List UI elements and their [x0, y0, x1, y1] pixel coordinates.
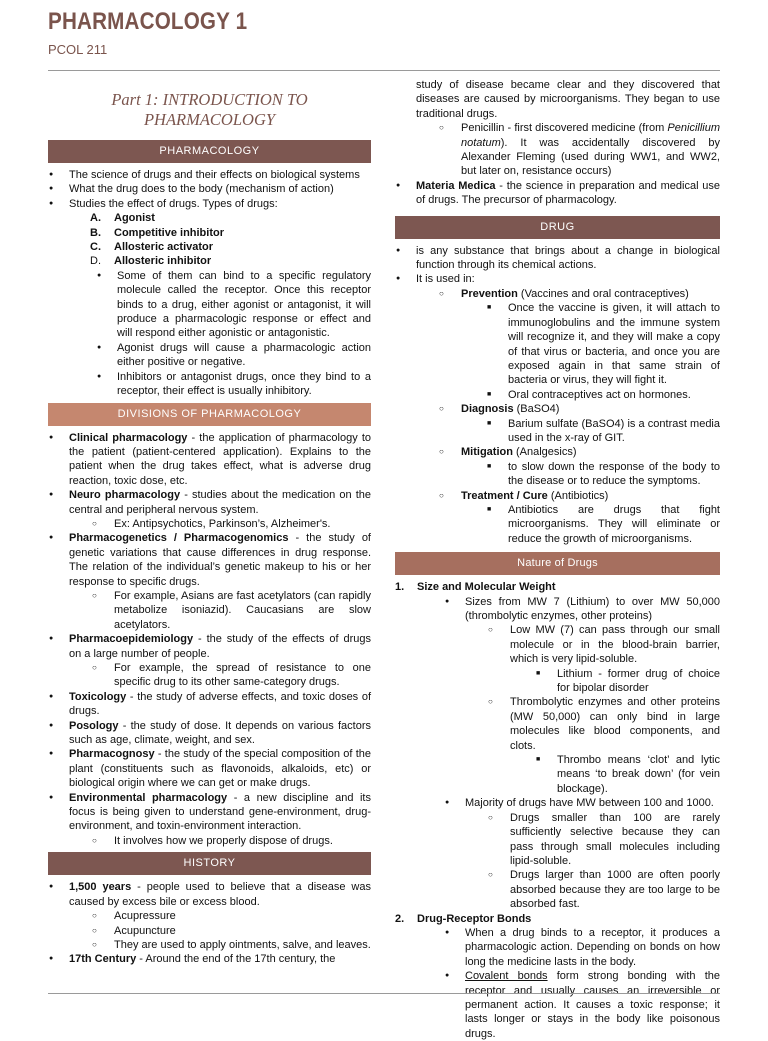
footer-divider: [48, 993, 720, 994]
drug-list: [395, 244, 720, 547]
list-item: ○ Thrombolytic enzymes and other proteins (MW 50,000) can only bind in large molecules like blood components, and clots. ■ Thrombo means ‘clot’ and lytic means ‘to break down’ (for vein blockage).: [486, 695, 720, 796]
divisions-list: [48, 431, 371, 849]
list-item: ■ Barium sulfate (BaSO4) is a contrast media used in the x-ray of GIT.: [485, 417, 720, 446]
list-item: ○ For example, the spread of resistance to one specific drug to its other same-category drugs.: [90, 661, 371, 690]
header-divider: [48, 70, 720, 71]
list-item: ■ Oral contraceptives act on hormones.: [485, 388, 720, 402]
types-notes-list: [69, 269, 371, 399]
list-item: ■ Antibiotics are drugs that fight microorganisms. They will eliminate or reduce the growth of microorganisms.: [485, 503, 720, 546]
list-item: 1. Size and Molecular Weight ● Sizes from MW 7 (Lithium) to over MW 50,000 (thrombolytic enzymes, other proteins) ○ Low MW (7) can pass through our small molecule or in the blood-brain barrier, which is very lipid-soluble. ■ Lithium - former drug of choice for bipolar disorder ○ Thrombolytic enzymes and other proteins (MW 50,000) can only bind in large molecules like blood components, and clots. ■ Thrombo means ‘clot’ and lytic means ‘to break down’ (for vein blockage). ● Majority of drugs have MW between 100 and 1000. ○ Drugs smaller than 100 are rarely sufficiently selective because they can pass through small molecules including lipid-soluble. ○ Drugs larger than 1000 are often poorly absorbed because they are too large to be absorbed fast.: [395, 580, 720, 911]
list-item: ● Pharmacogenetics / Pharmacogenomics - the study of genetic variations that cause differences in drug response. The relation of the individual’s genetic makeup to his or her response to specific drugs. ○ For example, Asians are fast acetylators (can rapidly metabolize isoniazid). Caucasians are slow acetylators.: [48, 531, 371, 632]
list-item: ■ to slow down the response of the body to the disease or to reduce the symptoms.: [485, 460, 720, 489]
list-item: ● Neuro pharmacology - studies about the medication on the central and peripheral nervous system. ○ Ex: Antipsychotics, Parkinson’s, Alzheimer's.: [48, 488, 371, 531]
list-item: ● What the drug does to the body (mechanism of action): [48, 182, 371, 196]
list-item: ○ Ex: Antipsychotics, Parkinson’s, Alzheimer's.: [90, 517, 371, 531]
history-list: [48, 880, 371, 966]
part-title-line2: PHARMACOLOGY: [143, 110, 276, 129]
list-item: 2. Drug-Receptor Bonds ● When a drug binds to a receptor, it produces a pharmacologic action. Depending on bonds on how long the medicine lasts in the body. ● Covalent bonds form strong bonding with the receptor and usually causes an irreversible or permanent action. It causes a toxic response; it lasts longer or stays in the body like poisonous drugs.: [395, 912, 720, 1041]
list-item: ○ They are used to apply ointments, salve, and leaves.: [90, 938, 371, 952]
document-title: PHARMACOLOGY 1: [48, 8, 248, 35]
list-item: ● Clinical pharmacology - the application of pharmacology to the patient (patient-centered application). Explains to the patient when the drug takes effect, what is adverse drug reaction, toxic dose, etc.: [48, 431, 371, 489]
left-column: [48, 90, 371, 967]
list-item: ■ Thrombo means ‘clot’ and lytic means ‘to break down’ (for vein blockage).: [534, 753, 720, 796]
list-item: ○ Acupuncture: [90, 924, 371, 938]
list-item: ● Covalent bonds form strong bonding with the receptor and usually causes an irreversible or permanent action. It causes a toxic response; it lasts longer or stays in the body like poisonous drugs.: [441, 969, 720, 1041]
list-item: ● Pharmacoepidemiology - the study of the effects of drugs on a large number of people. ○ For example, the spread of resistance to one specific drug to its other same-category drugs.: [48, 632, 371, 690]
list-item: ● Environmental pharmacology - a new discipline and its focus is being given to understand gene-environment, drug-environment, and toxin-environment interaction. ○ It involves how we properly dispose of drugs.: [48, 791, 371, 849]
list-item: ○ Acupressure: [90, 909, 371, 923]
list-item: ● When a drug binds to a receptor, it produces a pharmacologic action. Depending on bonds on how long the medicine lasts in the body.: [441, 926, 720, 969]
list-item: ● Inhibitors or antagonist drugs, once they bind to a receptor, their effect is usually inhibitory.: [93, 370, 371, 399]
list-item: ■ Lithium - former drug of choice for bipolar disorder: [534, 667, 720, 696]
list-item: ● 1,500 years - people used to believe that a disease was caused by excess bile or excess blood. ○ Acupressure ○ Acupuncture ○ They are used to apply ointments, salve, and leaves.: [48, 880, 371, 952]
list-item: ○ For example, Asians are fast acetylators (can rapidly metabolize isoniazid). Caucasians are slow acetylators.: [90, 589, 371, 632]
nature-list: [395, 580, 720, 1041]
right-column: [395, 78, 720, 1041]
section-heading-drug: DRUG: [395, 216, 720, 239]
list-item: ○ It involves how we properly dispose of drugs.: [90, 834, 371, 848]
list-item: ● Sizes from MW 7 (Lithium) to over MW 50,000 (thrombolytic enzymes, other proteins) ○ Low MW (7) can pass through our small molecule or in the blood-brain barrier, which is very lipid-soluble. ■ Lithium - former drug of choice for bipolar disorder ○ Thrombolytic enzymes and other proteins (MW 50,000) can only bind in large molecules like blood components, and clots. ■ Thrombo means ‘clot’ and lytic means ‘to break down’ (for vein blockage).: [441, 595, 720, 797]
materia-medica-list: [395, 179, 720, 208]
list-item: ● The science of drugs and their effects on biological systems: [48, 168, 371, 182]
list-item: ○ Treatment / Cure (Antibiotics) ■ Antibiotics are drugs that fight microorganisms. They will eliminate or reduce the growth of microorganisms.: [437, 489, 720, 547]
list-item: ● Posology - the study of dose. It depends on various factors such as age, climate, weight, and sex.: [48, 719, 371, 748]
part-title: [48, 90, 371, 130]
list-item: ● Majority of drugs have MW between 100 and 1000. ○ Drugs smaller than 100 are rarely sufficiently selective because they can pass through small molecules including lipid-soluble. ○ Drugs larger than 1000 are often poorly absorbed because they are too large to be absorbed fast.: [441, 796, 720, 911]
part-title-line1: Part 1: INTRODUCTION TO: [111, 90, 308, 109]
list-item: ○ Low MW (7) can pass through our small molecule or in the blood-brain barrier, which is very lipid-soluble. ■ Lithium - former drug of choice for bipolar disorder: [486, 623, 720, 695]
list-item: ○ Diagnosis (BaSO4) ■ Barium sulfate (BaSO4) is a contrast media used in the x-ray of GIT.: [437, 402, 720, 445]
list-item: ○ Prevention (Vaccines and oral contraceptives) ■ Once the vaccine is given, it will attach to immunoglobulins and the immune system will recognize it, and they will make a copy of that virus or bacteria, and once you are exposed again in that same strain of bacteria or virus, they will fight it. ■ Oral contraceptives act on hormones.: [437, 287, 720, 402]
list-item: ● It is used in: ○ Prevention (Vaccines and oral contraceptives) ■ Once the vaccine is given, it will attach to immunoglobulins and the immune system will recognize it, and they will make a copy of that virus or bacteria, and once you are exposed again in that same strain of bacteria or virus, they will fight it. ■ Oral contraceptives act on hormones. ○ Diagnosis (BaSO4) ■ Barium sulfate (BaSO4) is a contrast media used in the x-ray of GIT. ○ Mitigation (Analgesics) ■ to slow down the response of the body to the disease or to reduce the symptoms. ○ Treatment / Cure (Antibiotics) ■ Antibiotics are drugs that fight microorganisms. They will eliminate or reduce the growth of microorganisms.: [395, 272, 720, 546]
list-item: ● Toxicology - the study of adverse effects, and toxic doses of drugs.: [48, 690, 371, 719]
list-item: ● is any substance that brings about a change in biological function through its chemical actions.: [395, 244, 720, 273]
list-item: ○ Penicillin - first discovered medicine (from Penicillium notatum). It was accidentally discovered by Alexander Fleming (used during WW1, and WW2, but later on, resistance occurs): [437, 121, 720, 179]
drug-types-list: [69, 211, 371, 269]
list-item: ● Materia Medica - the science in preparation and medical use of drugs. The precursor of pharmacology.: [395, 179, 720, 208]
section-heading-pharmacology: PHARMACOLOGY: [48, 140, 371, 163]
list-item: A. Agonist: [90, 212, 155, 225]
list-item: C. Allosteric activator: [90, 241, 214, 254]
history-continued: study of disease became clear and they discovered that diseases are caused by microorganisms. They began to use traditional drugs. ○ Penicillin - first discovered medicine (from Penicillium notatum). It was accidentally discovered by Alexander Fleming (used during WW1, and WW2, but later on, resistance occurs): [395, 78, 720, 179]
section-heading-nature-of-drugs: Nature of Drugs: [395, 552, 720, 575]
list-item: ● Agonist drugs will cause a pharmacologic action either positive or negative.: [93, 341, 371, 370]
list-item: ● Studies the effect of drugs. Types of drugs: A. Agonist B. Competitive inhibitor C. Allosteric activator D. Allosteric inhibitor ● Some of them can bind to a specific regulatory molecule called the receptor. Once this receptor binds to a drug, either agonist or antagonist, it will produce a pharmacologic response or effect and will respond either agonistic or antagonistic. ● Agonist drugs will cause a pharmacologic action either positive or negative. ● Inhibitors or antagonist drugs, once they bind to a receptor, their effect is usually inhibitory.: [48, 197, 371, 399]
list-item: ● 17th Century - Around the end of the 17th century, the: [48, 952, 371, 966]
list-item: ● Some of them can bind to a specific regulatory molecule called the receptor. Once this receptor binds to a drug, either agonist or antagonist, it will produce a pharmacologic response or effect and will respond either agonistic or antagonistic.: [93, 269, 371, 341]
section-heading-history: HISTORY: [48, 852, 371, 875]
list-item: ○ Mitigation (Analgesics) ■ to slow down the response of the body to the disease or to reduce the symptoms.: [437, 445, 720, 488]
list-item: B. Competitive inhibitor: [90, 226, 224, 239]
course-code: PCOL 211: [48, 42, 108, 57]
list-item: D. Allosteric inhibitor: [90, 255, 212, 268]
list-item: ○ Drugs larger than 1000 are often poorly absorbed because they are too large to be absorbed fast.: [486, 868, 720, 911]
list-item: ● Pharmacognosy - the study of the special composition of the plant (constituents such as flavonoids, alkaloids, etc) or biological origin where we can get or make drugs.: [48, 747, 371, 790]
list-item: ■ Once the vaccine is given, it will attach to immunoglobulins and the immune system will recognize it, and they will make a copy of that virus or bacteria, and once you are exposed again in that same strain of bacteria or virus, they will fight it.: [485, 301, 720, 387]
pharmacology-list: [48, 168, 371, 399]
section-heading-divisions: DIVISIONS OF PHARMACOLOGY: [48, 403, 371, 426]
list-item: ○ Drugs smaller than 100 are rarely sufficiently selective because they can pass through small molecules including lipid-soluble.: [486, 811, 720, 869]
